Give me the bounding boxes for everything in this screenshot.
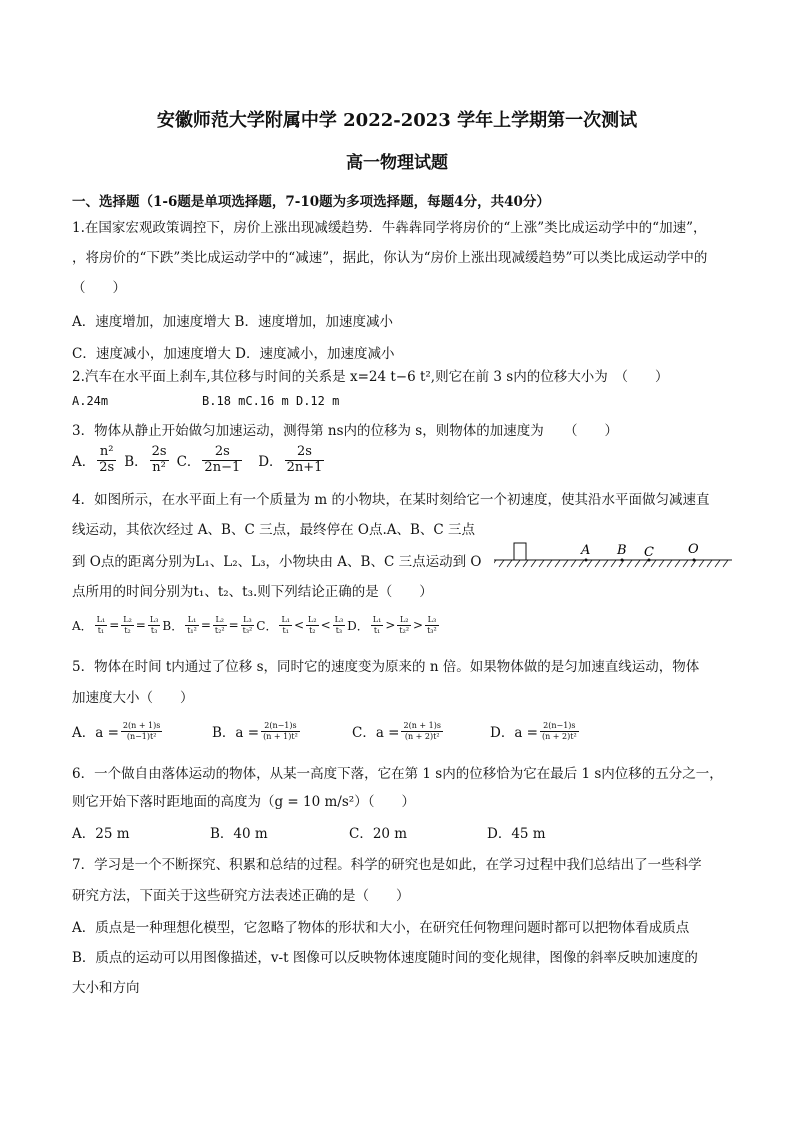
q5-option-a-label: A．a =	[72, 725, 119, 741]
q4-frac	[213, 615, 227, 634]
point-o-dot	[693, 559, 696, 562]
q3-stem: 3．物体从静止开始做匀加速运动，测得第 ns内的位移为 s，则物体的加速度为 （ ）	[72, 423, 618, 439]
q4-frac	[306, 615, 319, 634]
q3-d-numerator: 2s	[285, 445, 325, 461]
block-icon	[514, 543, 526, 560]
q6-option-c: C．20 m	[349, 826, 408, 842]
frac-num: L₃	[241, 615, 255, 625]
q3-c-numerator: 2s	[202, 445, 242, 461]
q4-frac	[279, 615, 292, 634]
equals-sign: =	[109, 618, 120, 632]
q3-a-numerator: n²	[97, 445, 116, 461]
q5-c-fraction	[401, 721, 442, 740]
q5-option-b	[212, 721, 352, 741]
point-c-label: C	[644, 545, 654, 560]
q1-line-1: 1.在国家宏观政策调控下，房价上涨出现减缓趋势．牛犇犇同学将房价的“上涨”类比成运动学中的“加速”，	[72, 220, 707, 236]
q5-option-b-label: B．a =	[212, 725, 260, 741]
q4-option-d-label: D．	[347, 618, 369, 633]
frac-den: t₂²	[214, 625, 225, 635]
q4-option-c-label: C．	[256, 618, 278, 633]
frac-den: t₁²	[187, 625, 197, 635]
q3-option-a-label: A．	[72, 454, 96, 470]
q6-option-d: D．45 m	[487, 826, 546, 842]
point-b-label: B	[617, 543, 627, 558]
q4-option-b-label: B．	[162, 618, 184, 633]
q3-b-denominator: n²	[152, 459, 166, 475]
frac-num: 2(n + 1)s	[403, 721, 441, 731]
frac-num: L₂	[123, 615, 132, 625]
q3-d-denominator: 2n+1	[286, 459, 323, 475]
q7-option-b-line-1: B．质点的运动可以用图像描述，v-t 图像可以反映物体速度随时间的变化规律，图像的斜率反映加速度的	[72, 950, 698, 966]
q1-line-3: （ ）	[72, 280, 126, 296]
q3-option-b-label: B．	[124, 454, 148, 470]
q3-b-numerator: 2s	[151, 443, 167, 459]
exam-subtitle: 高一物理试题	[346, 153, 448, 173]
q1-line-2: ，将房价的“下跌”类比成运动学中的“减速”，据此，你认为“房价上涨出现减缓趋势”可以类比成运动学中的	[72, 250, 708, 266]
less-than-sign: <	[320, 618, 331, 632]
q3-options	[72, 440, 326, 480]
ground-hatching	[494, 560, 728, 567]
frac-num: 2(n + 1)s	[122, 721, 161, 731]
frac-num: L₁	[281, 615, 290, 625]
frac-num: L₃	[149, 615, 159, 625]
frac-num: L₃	[425, 615, 439, 625]
q4-frac	[333, 615, 346, 634]
frac-num: L₂	[308, 615, 317, 625]
frac-num: L₂	[397, 615, 411, 625]
q3-option-c-fraction	[202, 445, 242, 476]
q5-option-c-label: C．a =	[352, 725, 400, 741]
q4-frac	[397, 615, 411, 634]
q7-line-2: 研究方法，下面关于这些研究方法表述正确的是（ ）	[72, 888, 410, 904]
q3-a-denominator: 2s	[99, 459, 115, 475]
point-b-dot	[621, 559, 624, 562]
frac-den: t₃²	[427, 625, 437, 635]
frac-num: L₁	[185, 615, 199, 625]
q5-a-fraction	[121, 721, 162, 740]
greater-than-sign: >	[413, 618, 424, 632]
q5-option-a	[72, 721, 212, 741]
frac-num: L₃	[334, 615, 344, 625]
q4-frac	[371, 615, 384, 634]
point-o-label: O	[688, 542, 699, 557]
frac-den: t₂	[124, 625, 131, 635]
q4-line-2: 线运动，其依次经过 A、B、C 三点，最终停在 O点.A、B、C 三点	[72, 522, 476, 538]
q7-option-a: A．质点是一种理想化模型，它忽略了物体的形状和大小，在研究任何物理问题时都可以把物体看成质点	[72, 920, 690, 936]
frac-den: (n−1)t²	[126, 731, 157, 741]
frac-den: t₂²	[399, 625, 410, 635]
section-heading: 一、选择题（1-6题是单项选择题，7-10题为多项选择题，每题4分，共40分）	[72, 194, 550, 210]
q5-d-fraction	[540, 721, 579, 740]
frac-den: t₃²	[242, 625, 253, 635]
q3-option-d-label: D．	[258, 454, 283, 470]
equals-sign: =	[135, 618, 146, 632]
q5-option-d	[490, 721, 581, 741]
q4-options	[72, 608, 441, 642]
frac-num: L₂	[213, 615, 227, 625]
point-a-label: A	[581, 543, 591, 558]
greater-than-sign: >	[385, 618, 396, 632]
equals-sign: =	[228, 618, 239, 632]
q4-frac	[425, 615, 439, 634]
frac-den: (n + 1)t²	[263, 731, 298, 741]
q4-frac	[95, 615, 108, 634]
frac-den: t₁	[97, 625, 105, 635]
q3-option-c-label: C．	[176, 454, 201, 470]
q4-frac	[241, 615, 255, 634]
q3-option-d-fraction	[285, 445, 325, 476]
frac-den: (n + 2)t²	[541, 731, 577, 741]
frac-den: t₁	[282, 625, 289, 635]
frac-den: (n + 2)t²	[404, 731, 440, 741]
q4-option-a-label: A．	[72, 618, 93, 633]
q6-option-b: B．40 m	[210, 826, 268, 842]
q3-c-denominator: 2n−1	[204, 459, 241, 475]
q4-line-3: 到 O点的距离分别为L₁、L₂、L₃，小物块由 A、B、C 三点运动到 O	[72, 554, 482, 570]
q4-frac	[148, 615, 161, 634]
q7-line-1: 7．学习是一个不断探究、积累和总结的过程。科学的研究也是如此，在学习过程中我们总结出了一些科学	[72, 857, 702, 873]
less-than-sign: <	[293, 618, 305, 632]
q6-line-1: 6．一个做自由落体运动的物体，从某一高度下落，它在第 1 s内的位移恰为它在最后 1 s内位移的五分之一，	[72, 766, 723, 782]
q4-frac	[121, 615, 134, 634]
q3-option-a-fraction	[97, 445, 116, 476]
q7-option-b-line-2: 大小和方向	[72, 980, 140, 996]
q3-option-b-fraction	[150, 445, 169, 476]
point-a-dot	[585, 559, 588, 562]
frac-num: 2(n−1)s	[261, 721, 300, 731]
frac-num: 2(n−1)s	[540, 721, 579, 731]
q1-options-ab: A．速度增加，加速度增大 B．速度增加，加速度减小	[72, 314, 393, 330]
q5-option-c	[352, 721, 490, 741]
frac-den: t₂	[309, 625, 316, 635]
frac-num: L₁	[96, 615, 106, 625]
q4-line-1: 4．如图所示，在水平面上有一个质量为 m 的小物块，在某时刻给它一个初速度，使其沿水平面做匀减速直	[72, 492, 710, 508]
q4-figure	[494, 538, 734, 574]
frac-den: t₃	[335, 625, 343, 635]
q6-option-a: A．25 m	[72, 826, 130, 842]
frac-num: L₁	[372, 615, 382, 625]
q5-line-2: 加速度大小（ ）	[72, 690, 194, 706]
q5-option-d-label: D．a =	[490, 725, 538, 741]
q5-line-1: 5．物体在时间 t内通过了位移 s，同时它的速度变为原来的 n 倍。如果物体做的是匀加速直线运动，物体	[72, 659, 700, 675]
q5-options	[72, 714, 732, 748]
frac-den: t₁	[373, 625, 381, 635]
exam-title: 安徽师范大学附属中学 2022-2023 学年上学期第一次测试	[156, 110, 638, 131]
q4-line-4: 点所用的时间分别为t₁、t₂、t₃.则下列结论正确的是（ ）	[72, 584, 433, 600]
frac-den: t₃	[150, 625, 158, 635]
q1-options-cd: C．速度减小，加速度增大 D．速度减小，加速度减小	[72, 346, 395, 362]
q6-line-2: 则它开始下落时距地面的高度为（g = 10 m/s²）（ ）	[72, 794, 415, 810]
q2-options: A.24m B.18 mC.16 m D.12 m	[72, 394, 340, 408]
q4-frac	[185, 615, 199, 634]
q2-stem: 2.汽车在水平面上刹车,其位移与时间的关系是 x=24 t−6 t²,则它在前 3 s内的位移大小为 （ ）	[72, 369, 669, 385]
equals-sign: =	[200, 618, 211, 632]
q5-b-fraction	[261, 721, 300, 740]
